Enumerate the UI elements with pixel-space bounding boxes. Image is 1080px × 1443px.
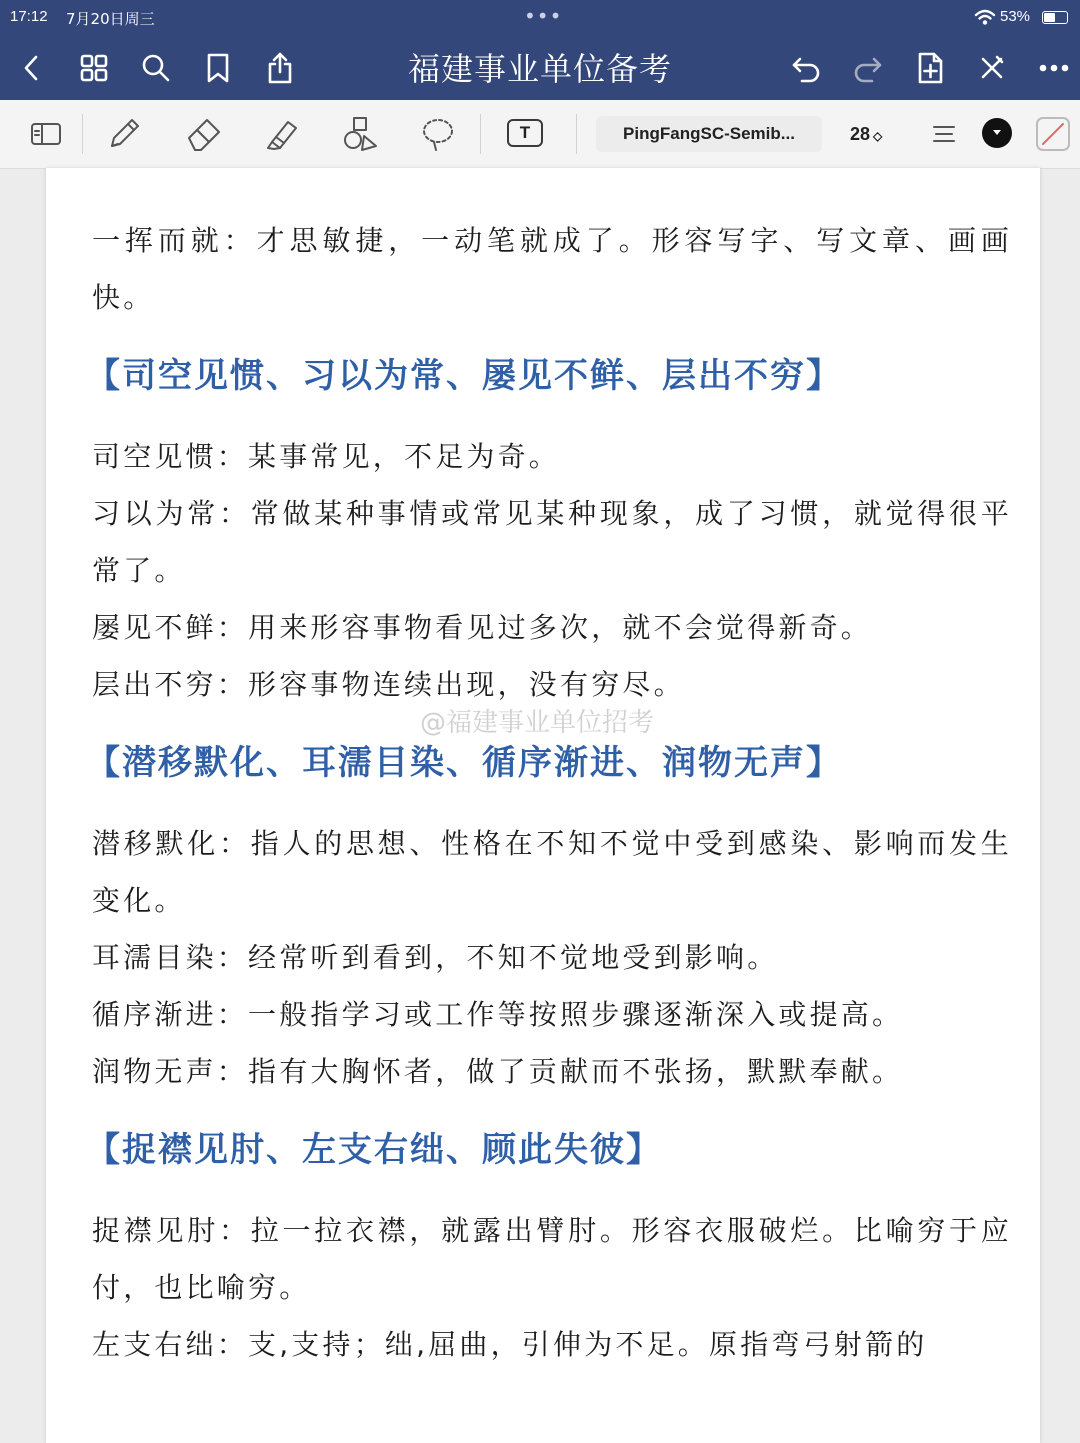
battery-percent: 53% [1000, 8, 1031, 25]
pen-tool[interactable] [100, 112, 148, 156]
idiom-definition: 层出不穷：形容事物连续出现，没有穷尽。 [92, 668, 685, 701]
chevron-left-icon [19, 53, 45, 83]
color-swatch-black[interactable] [982, 118, 1012, 148]
eraser-icon [183, 114, 225, 154]
share-button[interactable] [260, 48, 300, 88]
section-heading: 【捉襟见肘、左支右绌、顾此失彼】 [86, 1130, 662, 1170]
document-content [86, 212, 1012, 1373]
wifi-icon [974, 8, 996, 26]
toolbar-divider [480, 114, 481, 154]
close-button[interactable] [972, 48, 1012, 88]
idiom-definition: 捉襟见肘：拉一拉衣襟，就露出臂肘。形容衣服破烂。比喻穷于应付，也比喻穷。 [92, 1214, 1012, 1304]
thumbnails-button[interactable] [74, 48, 114, 88]
font-size-stepper[interactable] [850, 116, 908, 152]
add-page-icon [915, 51, 945, 85]
alignment-button[interactable] [920, 112, 968, 156]
more-icon [1039, 63, 1069, 73]
watermark: @福建事业单位招考 [420, 708, 655, 738]
battery-icon [1042, 11, 1068, 24]
undo-button[interactable] [786, 48, 826, 88]
bookmark-icon [203, 52, 233, 84]
tool-bar [0, 100, 1080, 169]
section-heading: 【司空见惯、习以为常、屡见不鲜、层出不穷】 [86, 356, 842, 396]
redo-icon [852, 53, 884, 83]
battery-fill [1044, 13, 1055, 22]
idiom-definition: 司空见惯：某事常见，不足为奇。 [92, 440, 561, 473]
shapes-tool[interactable] [336, 112, 384, 156]
close-tools-icon [977, 53, 1007, 83]
idiom-definition: 循序渐进：一般指学习或工作等按照步骤逐渐深入或提高。 [92, 998, 904, 1031]
eraser-tool[interactable] [180, 112, 228, 156]
stepper-arrows-icon: ◇ [873, 129, 883, 143]
align-icon [930, 122, 958, 146]
back-button[interactable] [12, 48, 52, 88]
background-color-button[interactable] [1030, 112, 1076, 156]
search-icon [141, 53, 171, 83]
no-fill-icon [1033, 114, 1073, 154]
lasso-tool[interactable] [414, 112, 462, 156]
document-page[interactable] [46, 168, 1040, 1443]
status-bar [0, 0, 1080, 36]
idiom-definition: 左支右绌：支,支持；绌,屈曲，引伸为不足。原指弯弓射箭的 [92, 1328, 928, 1361]
idiom-definition: 屡见不鲜：用来形容事物看见过多次，就不会觉得新奇。 [92, 611, 873, 644]
idiom-definition: 习以为常：常做某种事情或常见某种现象，成了习惯，就觉得很平常了。 [92, 497, 1012, 587]
status-time: 17:12 [10, 8, 48, 25]
sidebar-icon [29, 120, 63, 148]
lasso-icon [418, 114, 458, 154]
more-button[interactable] [1034, 48, 1074, 88]
font-family-picker[interactable]: PingFangSC-Semib... [596, 116, 822, 152]
highlighter-tool[interactable] [258, 112, 306, 156]
grid-icon [79, 53, 109, 83]
undo-icon [790, 53, 822, 83]
multitasking-dots[interactable]: ••• [524, 4, 563, 28]
sidebar-toggle-button[interactable] [22, 112, 70, 156]
intro-paragraph: 一挥而就：才思敏捷，一动笔就成了。形容写字、写文章、画画快。 [92, 224, 1012, 314]
document-title: 福建事业单位备考 [407, 50, 672, 88]
toolbar-divider [576, 114, 577, 154]
shapes-icon [340, 114, 380, 154]
toolbar-divider [82, 114, 83, 154]
nav-bar [0, 36, 1080, 100]
idiom-definition: 润物无声：指有大胸怀者，做了贡献而不张扬，默默奉献。 [92, 1055, 904, 1088]
pen-icon [104, 114, 144, 154]
share-icon [265, 51, 295, 85]
section-heading: 【潜移默化、耳濡目染、循序渐进、润物无声】 [86, 743, 842, 783]
highlighter-icon [262, 114, 302, 154]
text-tool[interactable] [504, 117, 546, 149]
status-date: 7月20日周三 [66, 10, 155, 28]
add-page-button[interactable] [910, 48, 950, 88]
redo-button[interactable] [848, 48, 888, 88]
search-button[interactable] [136, 48, 176, 88]
font-size-value: 28 [850, 124, 871, 144]
idiom-definition: 耳濡目染：经常听到看到，不知不觉地受到影响。 [92, 941, 779, 974]
idiom-definition: 潜移默化：指人的思想、性格在不知不觉中受到感染、影响而发生变化。 [92, 827, 1012, 917]
bookmark-button[interactable] [198, 48, 238, 88]
text-tool-icon: T [507, 119, 543, 147]
